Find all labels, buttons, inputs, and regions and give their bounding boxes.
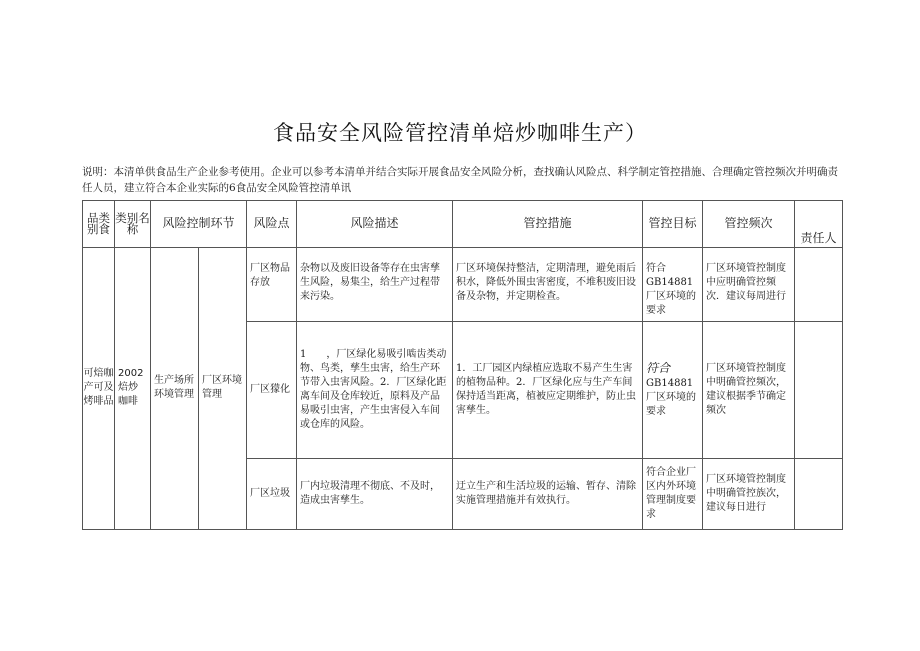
risk-desc-cell: 厂内垃圾清理不彻底、不及时，造成虫害孳生。 <box>297 458 453 529</box>
target-cell <box>643 321 703 458</box>
stage-cell: 生产场所环境管理 <box>151 247 199 529</box>
risk-point-cell: 厂区物品存放 <box>247 247 297 321</box>
responsible-cell <box>795 458 843 529</box>
risk-point-cell: 厂区垃圾 <box>247 458 297 529</box>
risk-point-cell: 厂区獴化 <box>247 321 297 458</box>
explanation-note <box>82 164 842 196</box>
responsible-cell <box>795 247 843 321</box>
type-name-cell: 2002焙炒咖啡 <box>115 247 151 529</box>
target-cell: 符合企业厂区内外环境管理制度要求 <box>643 458 703 529</box>
frequency-cell: 厂区环境管控制度中明确管控族次，建议每日进行 <box>703 458 795 529</box>
header-responsible: 责任人 <box>795 201 843 248</box>
frequency-cell: 厂区环境管控制度中应明确管控频次．建议每周进行 <box>703 247 795 321</box>
note-label: 说明： <box>82 166 114 178</box>
target-text: GB14881厂区环境的要求 <box>646 377 697 417</box>
note-text: 本清单供食品生产企业参考使用。企业可以参考本清单并结合实际开展食品安全风险分析，查找确认风险点、科学制定管控措施、合理确定管控频次并明确责任人员，建立符合本企业实际的6食品安全风险管控清单讯 <box>82 166 838 194</box>
header-risk-point: 风险点 <box>247 201 297 248</box>
header-risk-desc: 风险描述 <box>297 201 453 248</box>
header-target: 管控目标 <box>643 201 703 248</box>
responsible-cell <box>795 321 843 458</box>
table-row <box>83 247 843 321</box>
frequency-cell: 厂区环境管控制度中明确管控频次，建议根据季节确定频次 <box>703 321 795 458</box>
header-frequency: 管控频次 <box>703 201 795 248</box>
header-measures: 管控措施 <box>453 201 643 248</box>
measures-cell: 1．工厂园区内绿植应选取不易产生生害的植物品种。2．厂区绿化应与生产车间保持适当距离，植被应定期维护，防止虫害孳生。 <box>453 321 643 458</box>
measures-cell: 厂区环境保持整洁，定期清理，避免雨后积水，降低外围虫害密度，不堆积废旧设备及杂物，并定期检查。 <box>453 247 643 321</box>
risk-control-table <box>82 200 843 530</box>
header-category: 品类别食 <box>83 201 115 248</box>
header-control-link: 风险控制环节 <box>151 201 247 248</box>
risk-desc-cell: 1 ，厂区绿化易吸引啮齿类动物、鸟类，孳生虫害，给生产环节带入虫害风险。2．厂区绿化距离车间及仓库较近，原料及产品易吸引虫害，产生虫害侵入车间或仓库的风险。 <box>297 321 453 458</box>
table-header-row <box>83 201 843 248</box>
page-title: 食品安全风险管控清单焙炒咖啡生产） <box>273 121 647 145</box>
category-cell: 可焙咖产可及烤啡品 <box>83 247 115 529</box>
risk-desc-cell: 杂物以及废旧设备等存在虫害孳生风险，易集尘，给生产过程带来污染。 <box>297 247 453 321</box>
header-type-name: 类别名称 <box>115 201 151 248</box>
target-cell: 符合GB14881厂区环境的要求 <box>643 247 703 321</box>
sub-stage-cell: 厂区环境管理 <box>199 247 247 529</box>
measures-cell: 迂立生产和生活垃圾的运输、暂存、清除实施管理措施并有效执行。 <box>453 458 643 529</box>
target-prefix: 符合 <box>646 360 671 375</box>
